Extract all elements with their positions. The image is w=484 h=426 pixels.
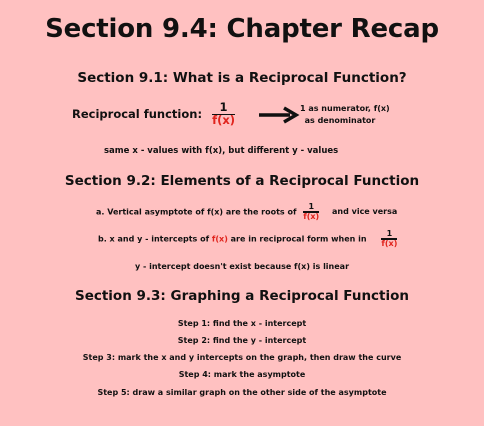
reciprocal-function-label: Reciprocal function:	[72, 106, 203, 121]
fraction-denominator: f(x)	[381, 238, 398, 248]
section-9-2-heading: Section 9.2: Elements of a Reciprocal Function	[64, 173, 420, 189]
fraction-denominator: f(x)	[212, 113, 236, 127]
reciprocal-note-line1: 1 as numerator, f(x)	[300, 104, 390, 113]
section-9-3-heading: Section 9.3: Graphing a Reciprocal Function	[74, 288, 410, 304]
vertical-asymptote-text: a. Vertical asymptote of f(x) are the roots of	[96, 207, 297, 217]
fraction-numerator: 1	[308, 202, 315, 211]
fraction-numerator: 1	[219, 100, 228, 114]
intercepts-text-pre: b. x and y - intercepts of	[98, 234, 210, 244]
intercepts-text-mid: are in reciprocal form when in	[230, 234, 367, 244]
step-1: Step 1: find the x - intercept	[177, 319, 307, 328]
step-3: Step 3: mark the x and y intercepts on the graph, then draw the curve	[82, 353, 402, 362]
y-intercept-note: y - intercept doesn't exist because f(x) is linear	[134, 262, 350, 271]
reciprocal-function-definition	[72, 102, 235, 127]
reciprocal-note-line2: as denominator	[304, 116, 376, 125]
page-title: Section 9.4: Chapter Recap	[45, 14, 439, 44]
reciprocal-fraction	[212, 102, 235, 127]
vertical-asymptote-line	[96, 203, 397, 221]
intercepts-line	[98, 230, 397, 248]
step-4: Step 4: mark the asymptote	[178, 370, 306, 379]
intercepts-fraction	[381, 230, 397, 248]
step-2: Step 2: find the y - intercept	[177, 336, 307, 345]
right-arrow-icon	[258, 106, 300, 124]
step-5: Step 5: draw a similar graph on the other side of the asymptote	[97, 388, 387, 397]
vertical-asymptote-fraction	[303, 203, 319, 221]
fraction-numerator: 1	[386, 229, 393, 238]
same-x-values-text: same x - values with f(x), but different y - values	[104, 146, 339, 156]
vice-versa-text: and vice versa	[332, 207, 398, 217]
section-9-1-heading: Section 9.1: What is a Reciprocal Function?	[77, 70, 407, 86]
fraction-denominator: f(x)	[303, 211, 320, 221]
reciprocal-note	[300, 103, 390, 127]
intercepts-fx: f(x)	[211, 234, 228, 244]
